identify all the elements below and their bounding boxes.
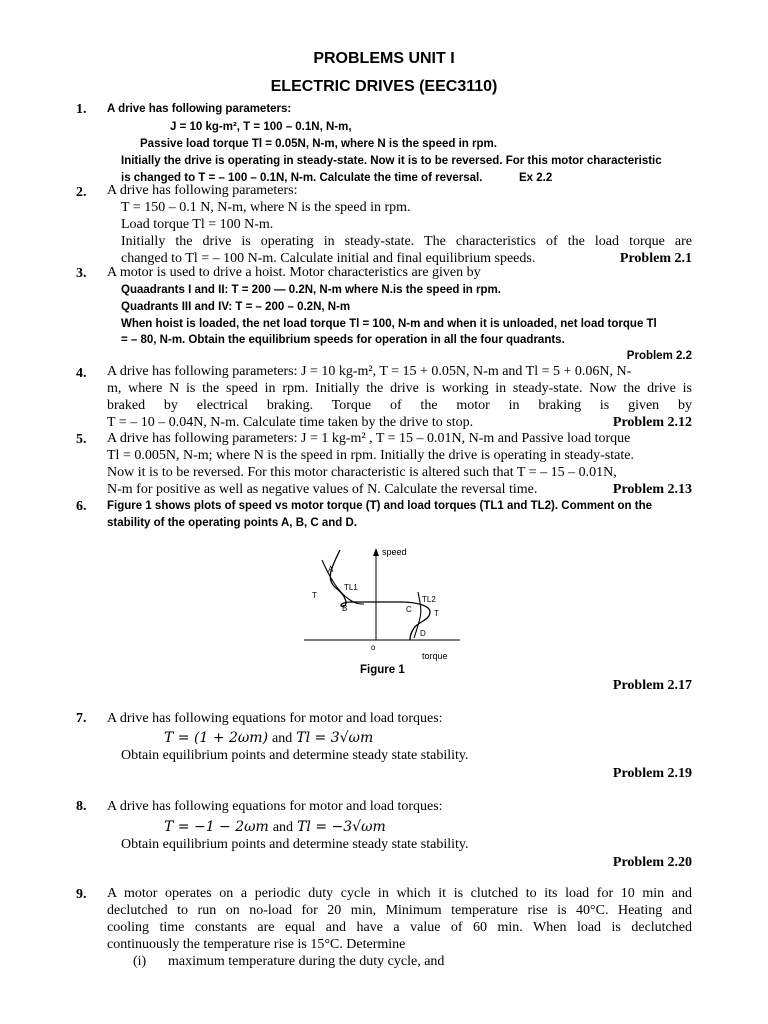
load-torque-equation: Tl = −3√ωm <box>297 819 386 835</box>
equation-line <box>164 729 373 747</box>
problem-text: A motor is used to drive a hoist. Motor characteristics are given by <box>107 265 481 280</box>
problem-text: When hoist is loaded, the net load torque Tl = 100, N-m and when it is unloaded, net load torque Tl <box>121 318 657 330</box>
equation-line <box>164 818 386 836</box>
problem-text: Load torque Tl = 100 N-m. <box>121 217 274 232</box>
problem-number: 5. <box>76 432 87 447</box>
figure-caption: Figure 1 <box>360 664 405 676</box>
problem-text: Figure 1 shows plots of speed vs motor torque (T) and load torques (TL1 and TL2). Comment on the <box>107 500 652 512</box>
problem-reference: Problem 2.12 <box>612 415 692 430</box>
problem-number: 2. <box>76 185 87 200</box>
problem-number: 9. <box>76 887 87 902</box>
motor-torque-curve-left <box>330 550 430 640</box>
problem-number: 3. <box>76 266 87 281</box>
problem-text: Tl = 0.005N, N-m; where N is the speed in rpm. Initially the drive is operating in steady-state. <box>107 448 634 463</box>
problem-text: Quaadrants I and II: T = 200 — 0.2N, N-m where N.is the speed in rpm. <box>121 284 501 296</box>
equation-conjunction: and <box>272 731 293 746</box>
problem-text: continuously the temperature rise is 15°C. Determine <box>107 937 406 952</box>
motor-torque-equation: T = (1 + 2ωm) <box>164 730 269 746</box>
speed-axis-arrow <box>373 548 379 556</box>
speed-axis-label: speed <box>382 547 407 557</box>
problem-text: A drive has following equations for motor and load torques: <box>107 799 443 814</box>
problem-number: 4. <box>76 366 87 381</box>
equation-conjunction: and <box>272 820 294 835</box>
problem-text: Initially the drive is operating in steady-state. The characteristics of the load torque are <box>121 234 692 249</box>
problem-number: 6. <box>76 499 87 514</box>
problem-text: A drive has following parameters: <box>107 183 298 198</box>
problem-text: Obtain equilibrium points and determine steady state stability. <box>121 748 469 763</box>
problem-text: T = – 10 – 0.04N, N-m. Calculate time taken by the drive to stop. <box>107 415 474 430</box>
problem-text: A drive has following parameters: J = 1 kg-m² , T = 15 – 0.01N, N-m and Passive load torque <box>107 431 631 446</box>
curve-t-label-right: T <box>434 609 439 618</box>
problem-text: braked by electrical braking. Torque of the motor in braking is given by <box>107 398 692 413</box>
problem-text: Quadrants III and IV: T = – 200 – 0.2N, N-m <box>121 301 351 313</box>
problem-text: is changed to T = – 100 – 0.1N, N-m. Calculate the time of reversal. <box>121 172 483 184</box>
problem-text: Obtain equilibrium points and determine steady state stability. <box>121 837 469 852</box>
problem-text: A drive has following parameters: J = 10 kg-m², T = 15 + 0.05N, N-m and Tl = 5 + 0.06N, N- <box>107 364 632 379</box>
point-d-label: D <box>420 629 426 638</box>
problem-text: A motor operates on a periodic duty cycle in which it is clutched to its load for 10 min and <box>107 886 692 901</box>
curve-tl1-label: TL1 <box>344 583 358 592</box>
problem-text: Initially the drive is operating in steady-state. Now it is to be reversed. For this motor characteristic <box>121 155 662 167</box>
problem-reference: Problem 2.20 <box>612 855 692 870</box>
problem-number: 7. <box>76 711 87 726</box>
subitem-text: maximum temperature during the duty cycle, and <box>168 954 445 969</box>
point-b-label: B <box>342 604 348 613</box>
problem-text: T = 150 – 0.1 N, N-m, where N is the speed in rpm. <box>121 200 411 215</box>
doc-title-line2: ELECTRIC DRIVES (EEC3110) <box>270 78 498 95</box>
problem-reference: Problem 2.13 <box>612 482 692 497</box>
problem-text: declutched to run on no-load for 20 min, Minimum temperature rise is 40°C. Heating and <box>107 903 692 918</box>
problem-text: A drive has following equations for motor and load torques: <box>107 711 443 726</box>
problem-text: stability of the operating points A, B, C and D. <box>107 517 358 529</box>
problem-reference: Problem 2.2 <box>626 350 692 362</box>
point-c-label: C <box>406 605 412 614</box>
problem-text: cooling time constants are equal and have a value of 60 min. When load is declutched <box>107 920 692 935</box>
problem-text: Now it is to be reversed. For this motor characteristic is altered such that T = – 15 – 0.01N, <box>107 465 617 480</box>
figure-1-plot <box>300 540 470 665</box>
problem-text: N-m for positive as well as negative values of N. Calculate the reversal time. <box>107 482 538 497</box>
problem-number: 8. <box>76 799 87 814</box>
problem-reference: Problem 2.19 <box>612 766 692 781</box>
origin-label: o <box>371 643 376 652</box>
doc-title-line1: PROBLEMS UNIT I <box>313 50 455 67</box>
problem-text: = – 80, N-m. Obtain the equilibrium speeds for operation in all the four quadrants. <box>121 334 565 346</box>
problem-text: Passive load torque Tl = 0.05N, N-m, where N is the speed in rpm. <box>140 138 497 150</box>
problem-text: m, where N is the speed in rpm. Initially the drive is working in steady-state. Now the drive is <box>107 381 692 396</box>
load-torque-equation: Tl = 3√ωm <box>296 730 374 746</box>
problem-number: 1. <box>76 102 87 117</box>
subitem-number: (i) <box>133 954 147 969</box>
curve-tl2-label: TL2 <box>422 595 436 604</box>
motor-torque-equation: T = −1 − 2ωm <box>164 819 269 835</box>
problem-reference: Ex 2.2 <box>519 172 553 184</box>
point-a-label: A <box>328 565 334 574</box>
problem-reference: Problem 2.17 <box>612 678 692 693</box>
curve-t-label-left: T <box>312 591 317 600</box>
problem-text: changed to Tl = – 100 N-m. Calculate initial and final equilibrium speeds. <box>121 251 536 266</box>
problem-text: J = 10 kg-m², T = 100 – 0.1N, N-m, <box>170 121 352 133</box>
problem-text: A drive has following parameters: <box>107 103 292 115</box>
torque-axis-label: torque <box>422 651 448 661</box>
problem-reference: Problem 2.1 <box>619 251 692 266</box>
